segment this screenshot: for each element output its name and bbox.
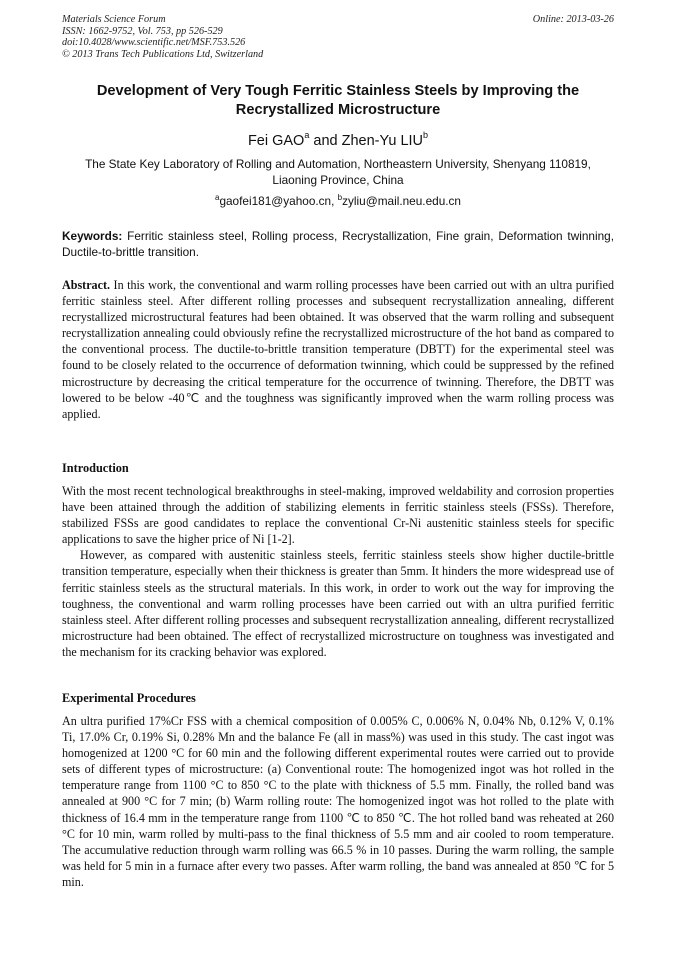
- abstract-label: Abstract.: [62, 278, 111, 292]
- email-a-sup: a: [214, 193, 220, 202]
- journal-name: Materials Science Forum: [62, 14, 166, 25]
- intro-paragraph-1: With the most recent technological breakthroughs in steel-making, improved weldability and corrosion properties have been attained through the addition of stabilizing elements in ferritic stainless steels (FSSs). Therefore, stabilized FSSs are good candidates to replace the conventional Cr-Ni austenitic stainless steels for specific applications to save the higher price of Ni [1-2].: [62, 484, 614, 547]
- author-separator: and: [309, 133, 342, 149]
- abstract-text: In this work, the conventional and warm rolling processes have been carried out with an ultra purified ferritic stainless steel. After different rolling processes and subsequent recrystallization annealing, different recrystallized microstructural features had been obtained. It was observed that the warm rolling and subsequent recrystallization annealing could obviously refine the recrystallized microstructure of the hot band as compared to the conventional process. The ductile-to-brittle transition temperature (DBTT) for the experimental steel was found to be closely related to the occurrence of deformation twinning, which could be suppressed by the refined microstructure by decreasing the critical temperature for the occurrence of twinning. Therefore, the DBTT was lowered to be below -40℃ and the toughness was significantly improved when the warm rolling process was applied.: [62, 278, 614, 421]
- authors: [62, 132, 614, 150]
- email-b-sup: b: [337, 193, 343, 202]
- experimental-paragraph-1: An ultra purified 17%Cr FSS with a chemical composition of 0.005% C, 0.006% N, 0.04% Nb, 0.12% V, 0.1% Ti, 17.0% Cr, 0.19% Si, 0.28% Mn and the balance Fe (all in mass%) was used in this study. The cast ingot was homogenized at 1200 °C for 60 min and the following different experimental routes were carried out to provide sets of different types of microstructure: (a) Conventional route: The homogenized ingot was hot rolled in the temperature range from 1100 °C to 850 °C to the plate with thickness of 5.5 mm. Finally, the rolled band was annealed at 900 °C for 7 min; (b) Warm rolling route: The homogenized ingot was hot rolled to the plate with thickness of 16.4 mm in the temperature range from 1100 ℃ to 850 ℃. The hot rolled band was reheated at 260 °C for 10 min, warm rolled by multi-pass to the final thickness of 5.5 mm and air cooled to room temperature. The accumulative reduction through warm rolling was 66.5 % in 10 passes. During the warm rolling, the sample was held for 5 min in a furnace after every two passes. After warm rolling, the band was annealed at 850 ℃ for 5 min.: [62, 714, 614, 889]
- keywords: [62, 228, 614, 260]
- affiliation: [62, 156, 614, 188]
- author-1: Fei GAO: [247, 133, 305, 149]
- title-line-2: Recrystallized Microstructure: [235, 101, 441, 118]
- author-2: Zhen-Yu LIU: [341, 133, 424, 149]
- author-2-sup: b: [423, 130, 429, 140]
- paper-title: [62, 82, 614, 119]
- keywords-label: Keywords:: [62, 229, 123, 243]
- title-line-1: Development of Very Tough Ferritic Stainless Steels by Improving the: [96, 83, 580, 99]
- experimental-body: [62, 713, 614, 890]
- introduction-body: [62, 483, 614, 660]
- issn-line: ISSN: 1662-9752, Vol. 753, pp 526-529: [62, 25, 223, 37]
- email-a: gaofei181@yahoo.cn,: [219, 194, 338, 208]
- email-b: zyliu@mail.neu.edu.cn: [342, 194, 461, 208]
- keywords-text: Ferritic stainless steel, Rolling process, Recrystallization, Fine grain, Deformation twinning, Ductile-to-brittle transition.: [62, 229, 614, 259]
- journal-header: [62, 14, 263, 60]
- online-date: Online: 2013-03-26: [532, 14, 614, 25]
- author-1-sup: a: [304, 130, 310, 140]
- doi-line: doi:10.4028/www.scientific.net/MSF.753.526: [62, 37, 246, 49]
- affiliation-line-1: The State Key Laboratory of Rolling and Automation, Northeastern University, Shenyang 110819,: [85, 157, 591, 171]
- affiliation-line-2: Liaoning Province, China: [272, 173, 404, 187]
- experimental-heading: Experimental Procedures: [62, 691, 196, 705]
- author-emails: [62, 193, 614, 209]
- abstract: [62, 277, 614, 422]
- intro-paragraph-2: However, as compared with austenitic stainless steels, ferritic stainless steels show higher ductile-brittle transition temperature, especially when their thickness is greater than 5mm. It hinders the more widespread use of ferritic stainless steels as the structural materials. In this work, in order to work out the way for improving the toughness, the conventional and warm rolling processes have been carried out with an ultra purified ferritic stainless steel. After different rolling processes and subsequent recrystallization annealing, different recrystallized microstructure had been obtained. The effect of recrystallized microstructure on toughness was investigated and the mechanism for its cracking behavior was explored.: [62, 548, 614, 659]
- introduction-heading: Introduction: [62, 461, 129, 475]
- copyright-line: © 2013 Trans Tech Publications Ltd, Switzerland: [62, 48, 264, 60]
